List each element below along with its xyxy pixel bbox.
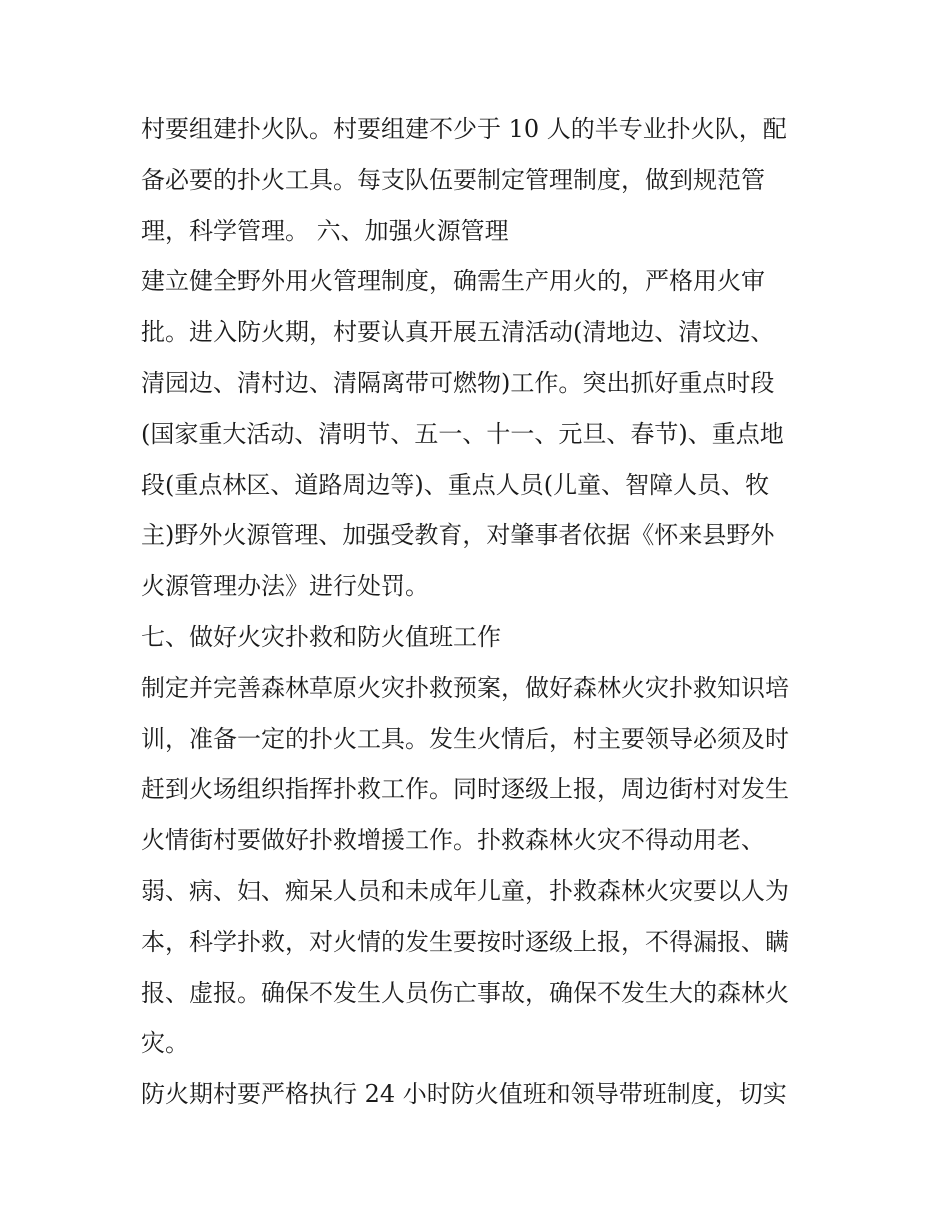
text-line: 防火期村要严格执行 24 小时防火值班和领导带班制度，切实 <box>141 1080 787 1109</box>
text-line: 火源管理办法》进行处罚。 <box>141 572 429 601</box>
text-line: 主)野外火源管理、加强受教育，对肇事者依据《怀来县野外 <box>141 521 775 550</box>
section-heading: 七、做好火灾扑救和防火值班工作 <box>141 622 501 651</box>
text-line: (国家重大活动、清明节、五一、十一、元旦、春节)、重点地 <box>141 419 784 448</box>
text-line: 建立健全野外用火管理制度，确需生产用火的，严格用火审 <box>141 267 765 296</box>
body-text <box>141 104 821 1120</box>
text-line: 制定并完善森林草原火灾扑救预案，做好森林火灾扑救知识培 <box>141 673 789 702</box>
text-line: 本，科学扑救，对火情的发生要按时逐级上报，不得漏报、瞒 <box>141 927 789 956</box>
text-line: 段(重点林区、道路周边等)、重点人员(儿童、智障人员、牧 <box>141 470 770 499</box>
text-line: 批。进入防火期，村要认真开展五清活动(清地边、清坟边、 <box>141 318 775 347</box>
text-line: 清园边、清村边、清隔离带可燃物)工作。突出抓好重点时段 <box>141 368 775 397</box>
text-line: 赶到火场组织指挥扑救工作。同时逐级上报，周边街村对发生 <box>141 775 789 804</box>
text-line: 灾。 <box>141 1029 189 1058</box>
section-heading-line: 理，科学管理。 六、加强火源管理 <box>141 216 509 245</box>
text-line: 火情街村要做好扑救增援工作。扑救森林火灾不得动用老、 <box>141 826 765 855</box>
text-line: 村要组建扑火队。村要组建不少于 10 人的半专业扑火队，配 <box>141 115 787 143</box>
text-line: 训，准备一定的扑火工具。发生火情后，村主要领导必须及时 <box>141 724 789 753</box>
text-line: 报、虚报。确保不发生人员伤亡事故，确保不发生大的森林火 <box>141 978 789 1007</box>
text-line: 备必要的扑火工具。每支队伍要制定管理制度，做到规范管 <box>141 165 765 194</box>
text-line: 弱、病、妇、痴呆人员和未成年儿童，扑救森林火灾要以人为 <box>141 876 789 905</box>
